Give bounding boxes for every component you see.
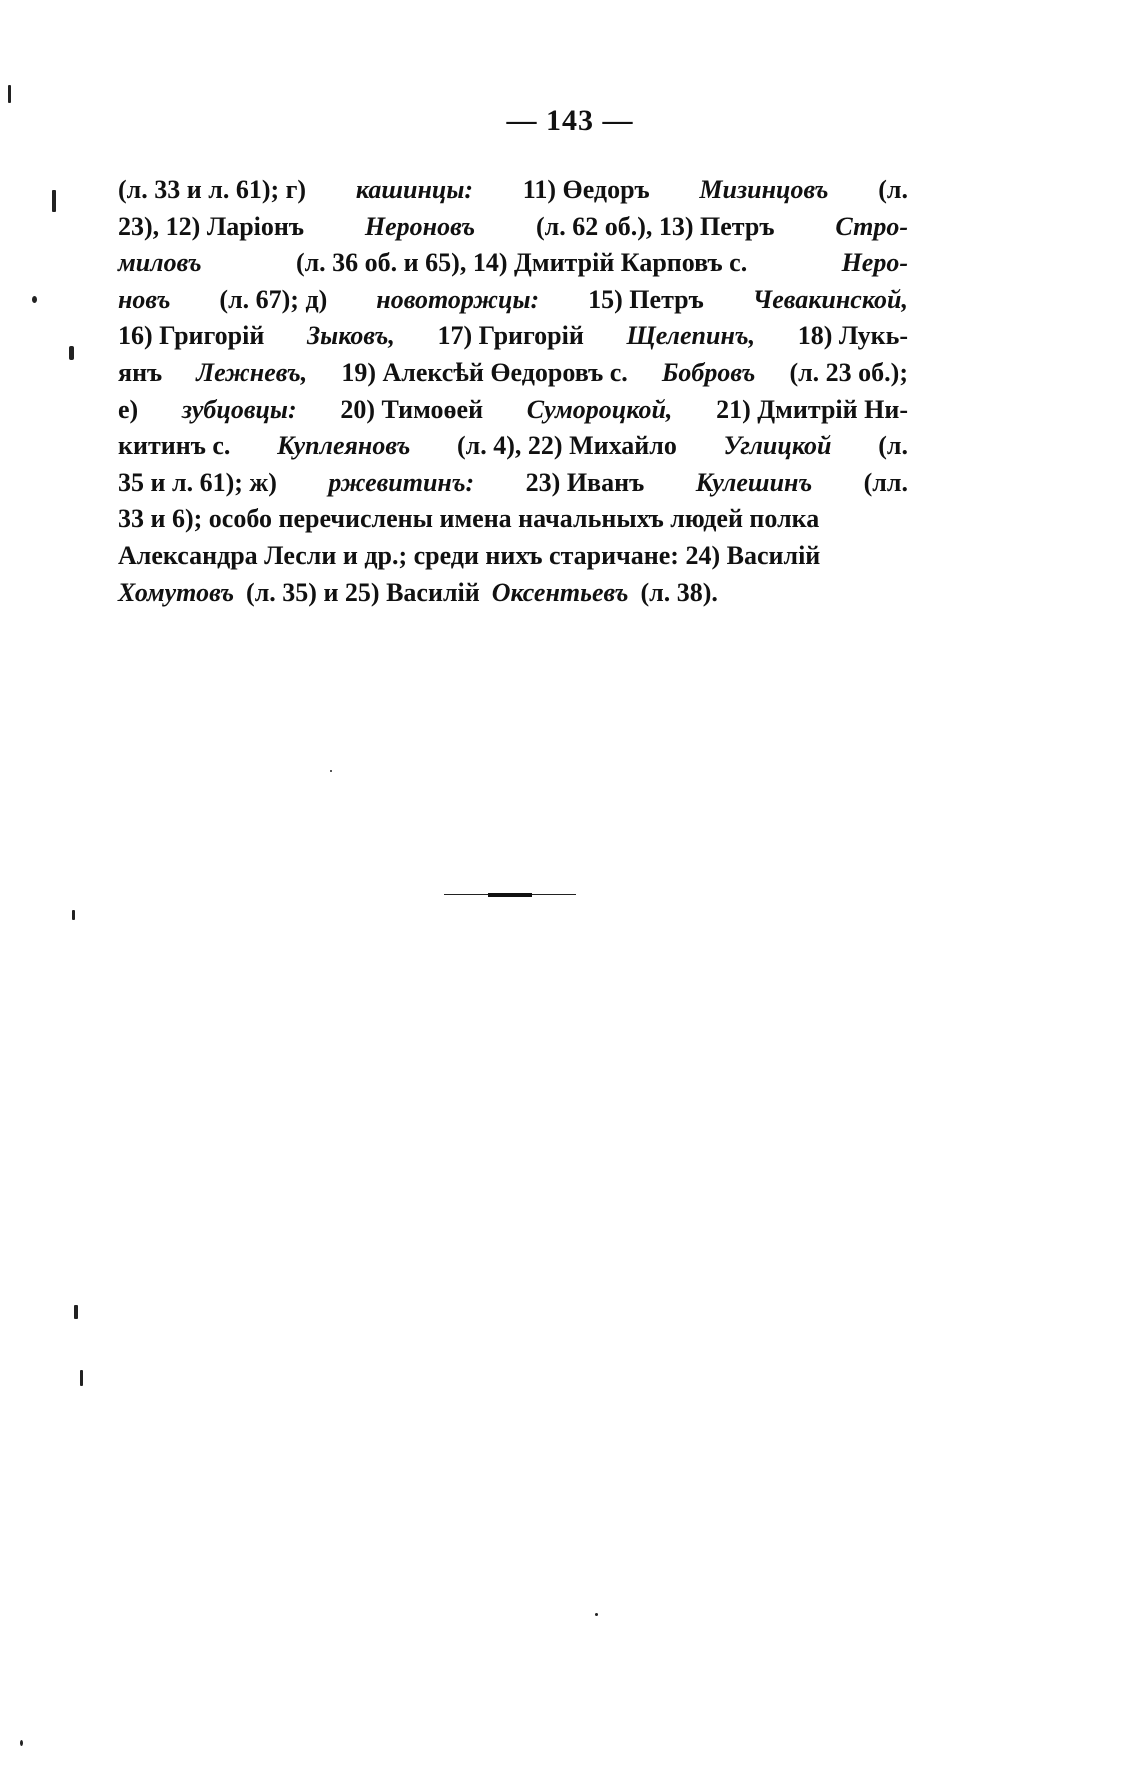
text-line [118, 392, 908, 429]
text-segment: (л. 33 и л. 61); г) [118, 175, 307, 204]
italic-name: Зыковъ, [306, 321, 395, 351]
italic-name: Чевакинской, [752, 284, 908, 314]
text-segment: (л. 38). [640, 577, 718, 607]
scan-speck [72, 910, 75, 920]
scan-speck [20, 1740, 23, 1746]
text-segment: е) [118, 394, 139, 424]
text-segment: (лл. [863, 467, 908, 497]
text-segment: 18) Лукь- [797, 321, 908, 351]
text-line [118, 318, 908, 355]
italic-name: кашинцы: [355, 175, 474, 204]
text-segment: (л. 62 об.), 13) Петръ [535, 211, 775, 241]
italic-name: новоторжцы: [376, 284, 540, 314]
italic-name: миловъ [118, 248, 202, 278]
italic-name: Кулешинъ [695, 467, 813, 497]
page-number: — 143 — [506, 104, 634, 137]
text-segment: китинъ с. [118, 431, 231, 461]
text-line [118, 172, 908, 209]
scan-speck [330, 770, 332, 772]
text-line [118, 209, 908, 246]
italic-name: Неро- [841, 248, 908, 278]
italic-name: Оксентьевъ [491, 577, 629, 607]
text-line [118, 428, 908, 465]
scan-speck [80, 1370, 83, 1386]
scan-speck [595, 1613, 598, 1616]
text-line [118, 538, 908, 575]
italic-name: новъ [118, 284, 171, 314]
divider-bar [488, 893, 532, 897]
text-line [118, 465, 908, 502]
text-segment: 21) Дмитрій Ни- [716, 394, 908, 424]
scan-speck [69, 346, 74, 360]
scan-speck [52, 190, 56, 212]
text-segment: 20) Тимоөей [340, 394, 484, 424]
text-segment: (л. [878, 431, 908, 461]
scan-speck [74, 1305, 78, 1319]
italic-name: ржевитинъ: [328, 467, 475, 497]
italic-name: Стро- [835, 211, 908, 241]
text-segment: 23), 12) Ларіонъ [118, 211, 305, 241]
italic-name: Сумороцкой, [526, 394, 673, 424]
text-line [118, 245, 908, 282]
text-segment: 11) Өедоръ [522, 175, 650, 204]
text-line [118, 355, 908, 392]
text-segment: 19) Алексѣй Өедоровъ с. [341, 357, 628, 387]
italic-name: Нероновъ [364, 211, 476, 241]
italic-name: Куплеяновъ [277, 431, 411, 461]
text-segment: 17) Григорій [437, 321, 584, 351]
body-text [118, 172, 908, 611]
text-segment: 33 и 6); особо перечислены имена начальныхъ людей полка [118, 504, 820, 534]
text-segment: (л. 23 об.); [789, 357, 908, 387]
text-segment: (л. 35) и 25) Василій [246, 577, 480, 607]
text-segment: (л. 67); д) [219, 284, 328, 314]
scan-speck [8, 85, 11, 103]
italic-name: зубцовцы: [181, 394, 297, 424]
text-line [118, 501, 908, 538]
text-line [118, 282, 908, 319]
text-segment: янъ [118, 357, 163, 387]
italic-name: Хомутовъ [118, 577, 235, 607]
text-segment: (л. 4), 22) Михайло [457, 431, 677, 461]
text-segment: 23) Иванъ [525, 467, 645, 497]
text-line [118, 575, 908, 612]
italic-name: Мизинцовъ [699, 175, 829, 204]
italic-name: Бобровъ [661, 357, 756, 387]
section-divider [444, 893, 576, 896]
text-segment: 16) Григорій [118, 321, 265, 351]
italic-name: Щелепинъ, [626, 321, 756, 351]
text-segment: 35 и л. 61); ж) [118, 467, 277, 497]
scan-speck [32, 296, 37, 303]
italic-name: Лежневъ, [196, 357, 308, 387]
text-segment: 15) Петръ [588, 284, 704, 314]
text-segment: Александра Лесли и др.; среди нихъ старичане: 24) Василій [118, 540, 821, 570]
italic-name: Углицкой [723, 431, 832, 461]
text-segment: (л. [878, 175, 908, 204]
text-segment: (л. 36 об. и 65), 14) Дмитрій Карповъ с. [295, 248, 748, 278]
